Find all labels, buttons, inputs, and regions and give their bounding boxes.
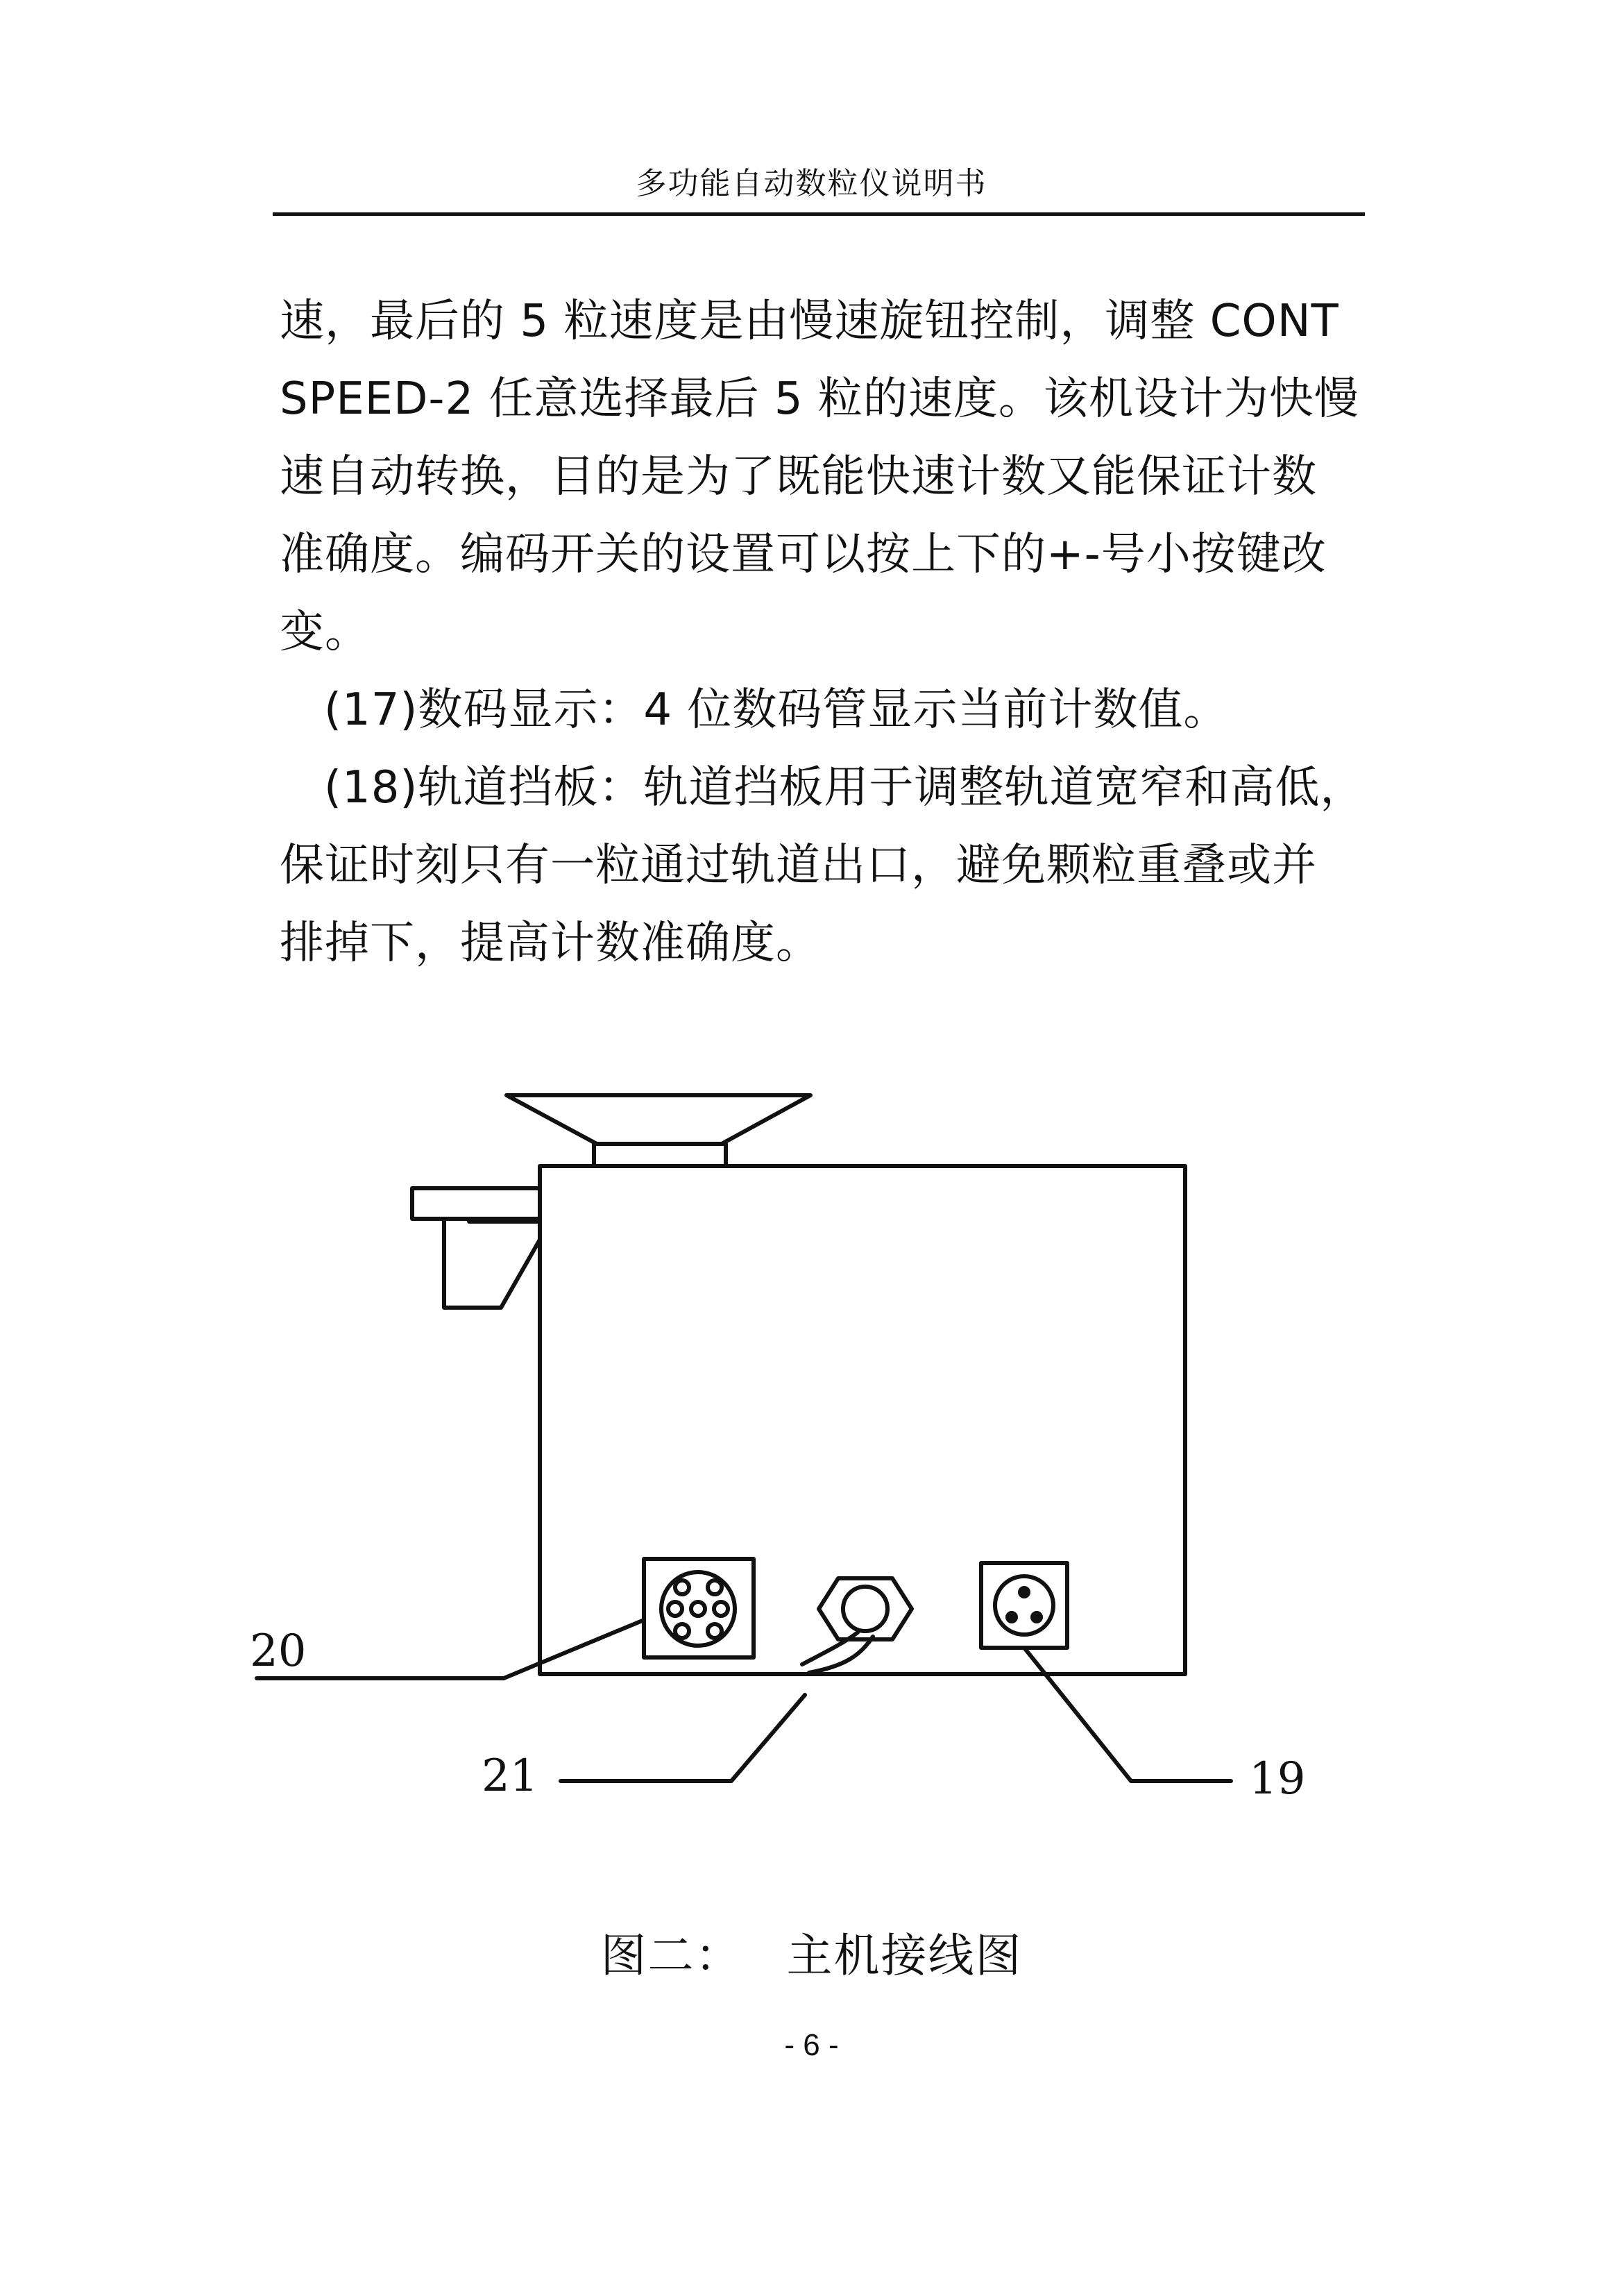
connector-21-cable-gland: [802, 1578, 912, 1673]
body-line: 速自动转换，目的是为了既能快速计数又能保证计数: [280, 451, 1317, 503]
body-line: 排掉下，提高计数准确度。: [280, 918, 821, 969]
item-18-track-baffle: (18)轨道挡板：轨道挡板用于调整轨道宽窄和高低，: [324, 762, 1366, 813]
caption-prefix: 图二：: [600, 1929, 742, 1982]
body-text: [280, 282, 1366, 982]
leader-line-20: [257, 1620, 644, 1678]
header-divider: [273, 212, 1365, 216]
body-line: SPEED-2 任意选择最后 5 粒的速度。该机设计为快慢: [280, 373, 1359, 425]
label-20: 20: [250, 1626, 307, 1677]
output-chute: [444, 1222, 540, 1308]
body-line: 准确度。编码开关的设置可以按上下的+-号小按键改: [280, 529, 1327, 580]
main-body: [540, 1166, 1185, 1674]
connector-20-socket: [644, 1559, 754, 1657]
item-17-digital-display: (17)数码显示：4 位数码管显示当前计数值。: [324, 684, 1229, 736]
connector-19-socket: [981, 1563, 1067, 1648]
label-19: 19: [1249, 1753, 1306, 1805]
caption-title: 主机接线图: [786, 1929, 1023, 1982]
hopper-funnel: [507, 1095, 810, 1144]
leader-line-19: [1024, 1648, 1231, 1781]
output-track: [412, 1188, 540, 1219]
body-line: 保证时刻只有一粒通过轨道出口，避免颗粒重叠或并: [280, 840, 1317, 891]
label-21: 21: [482, 1750, 538, 1802]
page-number: - 6 -: [784, 2028, 839, 2062]
leader-line-21: [561, 1695, 805, 1781]
body-line: 变。: [280, 607, 370, 658]
figure-caption: [0, 1918, 1623, 1984]
body-line: 速，最后的 5 粒速度是由慢速旋钮控制，调整 CONT: [280, 296, 1339, 347]
hopper-neck: [594, 1144, 726, 1166]
page-header-title: 多功能自动数粒仪说明书: [636, 166, 987, 201]
